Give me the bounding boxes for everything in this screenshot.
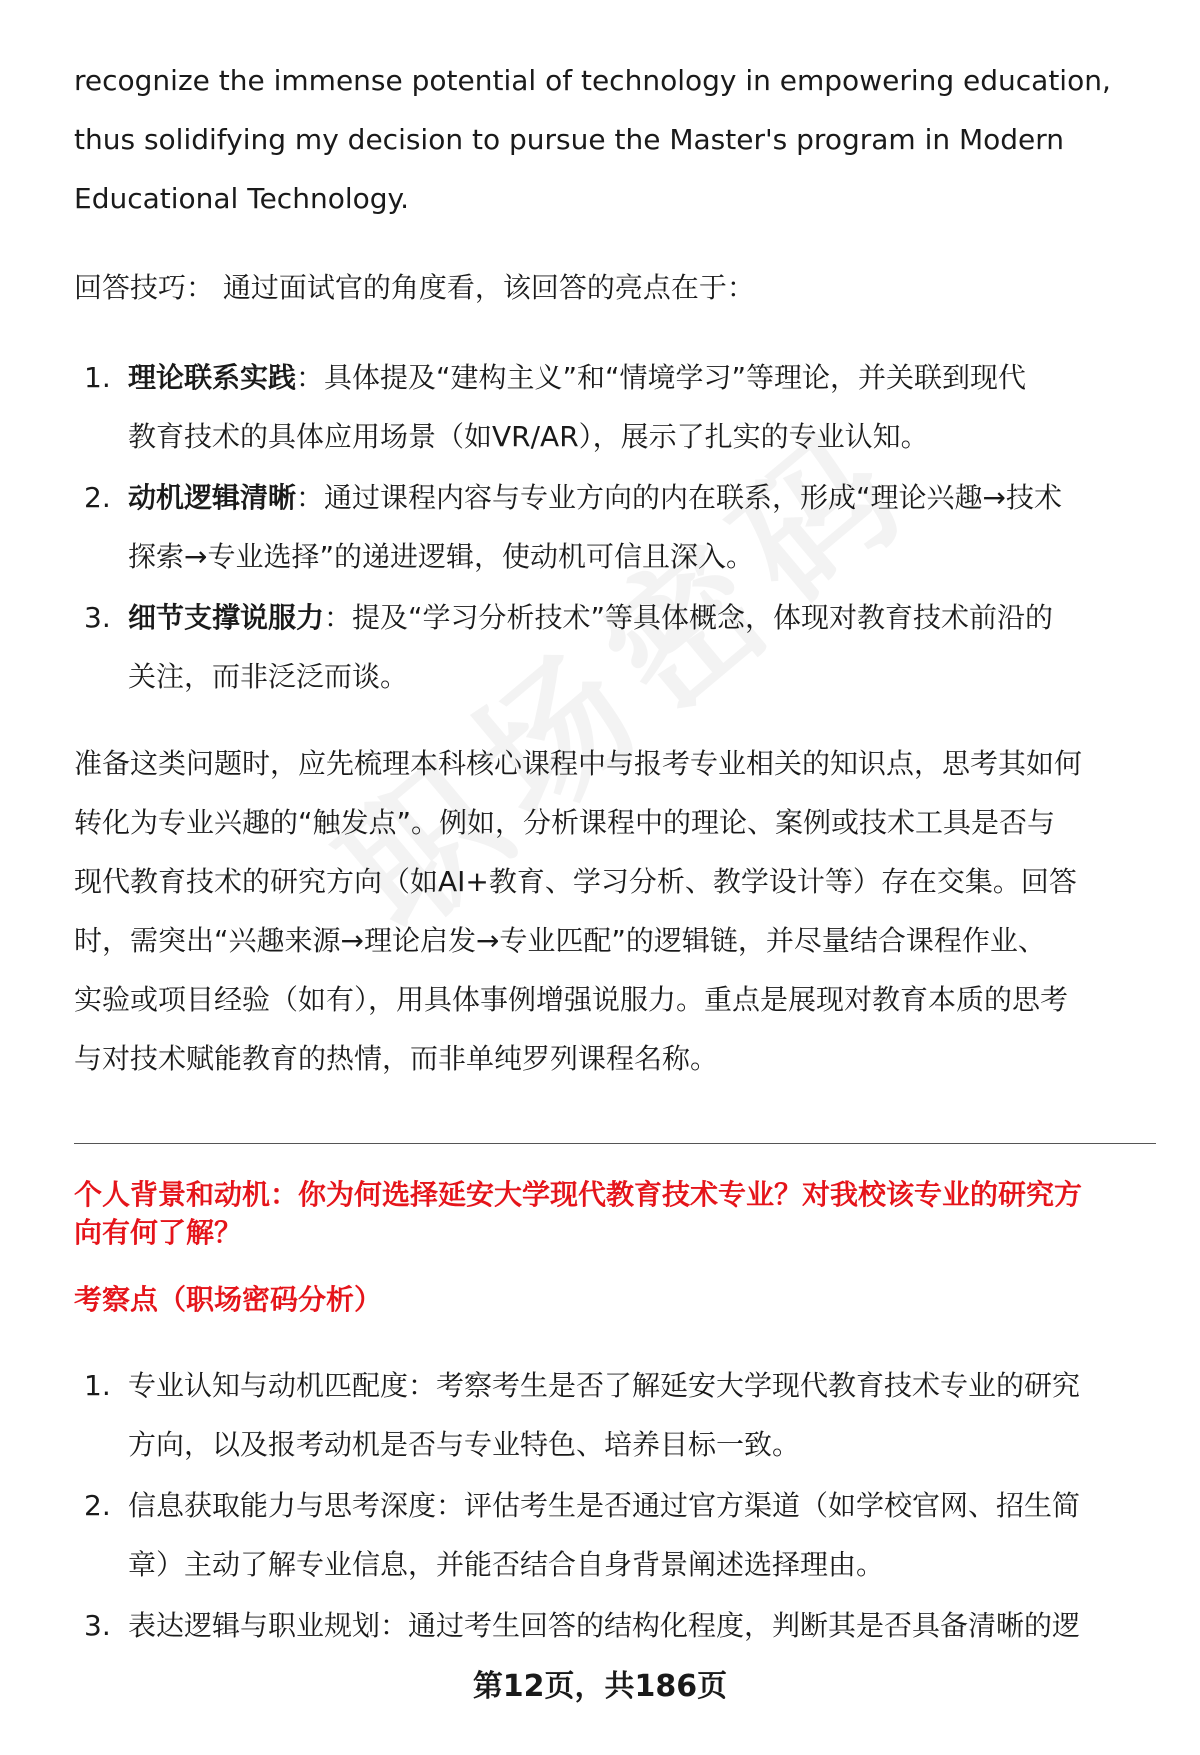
prep-line: 与对技术赋能教育的热情，而非单纯罗列课程名称。 — [74, 1042, 719, 1075]
list-item — [74, 1476, 1146, 1594]
highlight-text: ：通过课程内容与专业方向的内在联系，形成“理论兴趣→技术 — [296, 481, 1062, 514]
assessment-points-list — [74, 1356, 1146, 1657]
intro-line: Educational Technology. — [74, 182, 409, 215]
list-number: 2. — [84, 1489, 111, 1522]
highlight-text: 关注，而非泛泛而谈。 — [128, 660, 409, 693]
prep-line: 转化为专业兴趣的“触发点”。例如，分析课程中的理论、案例或技术工具是否与 — [74, 806, 1056, 839]
intro-paragraph — [74, 51, 1111, 228]
list-number: 3. — [84, 1609, 111, 1642]
page-footer: 第12页，共186页 — [472, 1669, 728, 1704]
point-text: 表达逻辑与职业规划：通过考生回答的结构化程度，判断其是否具备清晰的逻 — [128, 1609, 1081, 1642]
list-number: 1. — [84, 361, 111, 394]
list-number: 3. — [84, 601, 111, 634]
list-number: 1. — [84, 1369, 111, 1402]
highlight-title: 理论联系实践 — [128, 361, 297, 394]
prep-line: 准备这类问题时，应先梳理本科核心课程中与报考专业相关的知识点，思考其如何 — [74, 747, 1083, 780]
point-text: 信息获取能力与思考深度：评估考生是否通过官方渠道（如学校官网、招生简 — [128, 1489, 1081, 1522]
highlight-text: ：提及“学习分析技术”等具体概念，体现对教育技术前沿的 — [324, 601, 1054, 634]
highlight-text: 教育技术的具体应用场景（如VR/AR），展示了扎实的专业认知。 — [128, 420, 929, 453]
prep-line: 时，需突出“兴趣来源→理论启发→专业匹配”的逻辑链，并尽量结合课程作业、 — [74, 924, 1046, 957]
highlight-title: 细节支撑说服力 — [128, 601, 325, 634]
list-item — [74, 1356, 1146, 1474]
list-number: 2. — [84, 481, 111, 514]
intro-line: recognize the immense potential of technology in empowering education, — [74, 64, 1111, 97]
prep-paragraph — [74, 734, 1082, 1088]
highlight-text: 探索→专业选择”的递进逻辑，使动机可信且深入。 — [128, 540, 754, 573]
list-item — [74, 588, 1146, 706]
section-divider — [74, 1143, 1156, 1144]
list-item — [74, 1596, 1146, 1655]
question-heading — [74, 1176, 1082, 1252]
question-line: 向有何了解？ — [74, 1216, 243, 1249]
question-line: 个人背景和动机：你为何选择延安大学现代教育技术专业？对我校该专业的研究方 — [74, 1178, 1083, 1211]
point-text: 章）主动了解专业信息，并能否结合自身背景阐述选择理由。 — [128, 1548, 885, 1581]
list-item — [74, 468, 1146, 586]
prep-line: 现代教育技术的研究方向（如AI+教育、学习分析、教学设计等）存在交集。回答 — [74, 865, 1077, 898]
point-text: 专业认知与动机匹配度：考察考生是否了解延安大学现代教育技术专业的研究 — [128, 1369, 1081, 1402]
point-text: 方向，以及报考动机是否与专业特色、培养目标一致。 — [128, 1428, 801, 1461]
highlight-title: 动机逻辑清晰 — [128, 481, 297, 514]
prep-line: 实验或项目经验（如有），用具体事例增强说服力。重点是展现对教育本质的思考 — [74, 983, 1069, 1016]
intro-line: thus solidifying my decision to pursue the Master's program in Modern — [74, 123, 1065, 156]
answer-tips-line: 回答技巧： 通过面试官的角度看，该回答的亮点在于： — [74, 271, 755, 304]
highlight-text: ：具体提及“建构主义”和“情境学习”等理论，并关联到现代 — [296, 361, 1027, 394]
list-item — [74, 348, 1146, 466]
highlight-list — [74, 348, 1146, 708]
section-title: 考察点（职场密码分析） — [74, 1283, 383, 1316]
